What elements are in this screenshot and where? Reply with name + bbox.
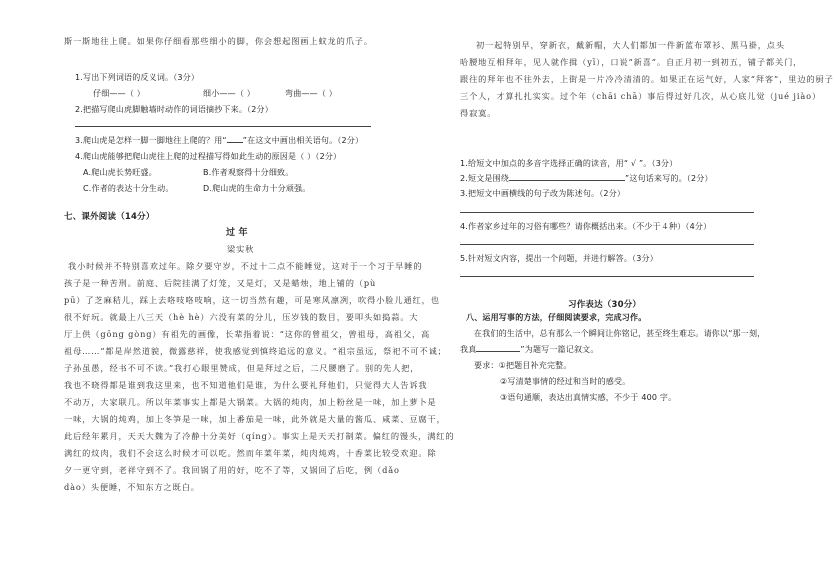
question-1: 1.写出下列词语的反义词。（3分） bbox=[75, 73, 200, 82]
article-line: 三个人，才算扎扎实实。过个年（chāi chā）事后得过好几次，从心底儿觉（jué jiào） bbox=[460, 91, 822, 101]
composition-heading: 习作表达（30分） bbox=[568, 300, 642, 310]
article-title: 过 年 bbox=[226, 228, 248, 238]
reading-question-1: 1.给短文中加点的多音字选择正确的读音，用“ √ ”。（3分） bbox=[460, 159, 678, 168]
reading-question-2: 2.短文是围绕 ”这句话来写的。（2分） bbox=[460, 174, 713, 183]
article-line: 不动万，大家联几。所以年菜事实上都是大锅菜。大锅的炖肉，加上粉丝是一味，加上萝卜是 bbox=[64, 397, 437, 407]
article-line: 我小时候并不特别喜欢过年。除夕要守岁，不过十二点不能睡觉，这对于一个习于早睡的 bbox=[68, 261, 423, 271]
article-line: 初一起特别早，穿新衣，戴新帽，大人们都加一件新蓝布罩衫、黑马褂，点头 bbox=[476, 40, 785, 50]
article-line: 跟往的拜年也不往外去，上街是一片冷冷清清的。如果正在运气好，人家“拜客”，里边的厨子 bbox=[460, 74, 834, 84]
requirement-2: ②写清楚事情的经过和当时的感受。 bbox=[500, 377, 631, 386]
question-4: 4.爬山虎能够把爬山虎往上爬的过程描写得如此生动的原因是（ ）（2分） bbox=[75, 152, 342, 161]
article-line: 得寂寞。 bbox=[460, 108, 497, 118]
antonym-item-2: 细小——（ ） bbox=[203, 89, 255, 98]
composition-title-line: 我真 ”为题写一篇记叙文。 bbox=[460, 345, 599, 354]
requirement-1: 要求：①把题目补充完整。 bbox=[474, 361, 572, 370]
section-7-heading: 七、课外阅读（14分） bbox=[64, 212, 155, 222]
article-line: 厅上供（gōng gòng）有祖先的画像，长辈指着说：“这你的曾祖父，曾祖母，高祖父，高 bbox=[64, 329, 431, 339]
option-c: C.作者的表达十分生动。 bbox=[83, 184, 174, 193]
article-line: 哈腰地互相拜年，见人就作揖（yī），口说“新喜”。自正月初一到初五，铺子都关门， bbox=[460, 57, 803, 67]
answer-line[interactable] bbox=[460, 244, 754, 245]
antonym-item-1: 仔细——（ ） bbox=[93, 89, 145, 98]
antonym-item-3: 弯曲——（ ） bbox=[285, 89, 337, 98]
article-line: 我也不晓得都是谁到我这里来，也不知道他们是谁，为什么要礼拜他们，只觉得大人告诉我 bbox=[64, 380, 428, 390]
question-2: 2.把描写爬山虎脚触墙时动作的词语摘抄下来。（2分） bbox=[75, 105, 273, 114]
reading-question-5: 5.针对短文内容，提出一个问题，并进行解答。（3分） bbox=[460, 254, 658, 263]
option-d: D.爬山虎的生命力十分顽强。 bbox=[203, 184, 311, 193]
article-excerpt-tail: 斯一斯地往上爬。如果你仔细看那些细小的脚，你会想起图画上蚊龙的爪子。 bbox=[64, 36, 373, 46]
article-line: 子孙虽愚，经书不可不读。”我打心眼里赞成，但是拜过之后，二尺腰磨了。别的先人把， bbox=[64, 363, 420, 373]
article-line: 很不好玩。就最上八三天（hè hè）六没有菜的分儿，压岁钱的数目，要叩头如捣蒜。大 bbox=[64, 312, 419, 322]
article-line: pū）了芝麻秸儿，踩上去咯吱咯吱响，这一切当然有趣，可是寒风凛冽，吹得小脸儿通红，也 bbox=[64, 295, 440, 305]
article-line: 夕一更守到，老祥守到不了。我回锅了用的好，吃不了等，又锅回了后吃，例（dǎo bbox=[64, 465, 400, 475]
article-line: 此后经年累月，天天大魏为了冷静十分美好（qíng）。事实上是天天打制菜。偏红的馒头，满红的 bbox=[64, 431, 455, 441]
answer-line[interactable] bbox=[460, 212, 754, 213]
composition-prompt: 在我们的生活中，总有那么一个瞬间让你铭记，甚至终生难忘。请你以“那一刻， bbox=[474, 329, 766, 338]
article-line: 孩子是一种苦刑。前庭、后院挂满了灯笼，又是灯，又是蜡烛，地上铺的（pù bbox=[64, 278, 377, 288]
article-line: 祖母……”都是岸然道貌，微露慈祥，使我感觉到慎终追远的意义。“祖宗虽远，祭祀不可不诚； bbox=[64, 346, 447, 356]
reading-question-3: 3.把短文中画横线的句子改为陈述句。（2分） bbox=[460, 189, 626, 198]
answer-line[interactable] bbox=[75, 126, 371, 127]
article-line: 一味，大锅的炖鸡，加上冬笋是一味，加上番茄是一味，此外就是大量的酱瓜、咸菜、豆腐干， bbox=[64, 414, 446, 424]
article-author: 梁实秋 bbox=[227, 244, 255, 254]
section-8-heading: 八、运用写事的方法，仔细阅读要求，完成习作。 bbox=[466, 313, 647, 322]
requirement-3: ③语句通顺，表达出真情实感，不少于 400 字。 bbox=[500, 393, 677, 402]
article-line: 满红的炆肉，我们不会这么时候才可以吃。然而年菜年菜，炖肉炖鸡，十香菜比较受欢迎。除 bbox=[64, 448, 437, 458]
question-3: 3.爬山虎是怎样一脚一脚地往上爬的？用“ ”在这文中画出相关语句。（2分） bbox=[75, 136, 364, 145]
answer-line[interactable] bbox=[460, 276, 754, 277]
option-a: A.爬山虎长势旺盛。 bbox=[83, 168, 157, 177]
reading-question-4: 4.作者家乡过年的习俗有哪些？请你概括出来。（不少于４种）（4分） bbox=[460, 222, 712, 231]
article-line: dào）头便睡，不知东方之既白。 bbox=[64, 482, 200, 492]
option-b: B.作者观察得十分细致。 bbox=[203, 168, 294, 177]
